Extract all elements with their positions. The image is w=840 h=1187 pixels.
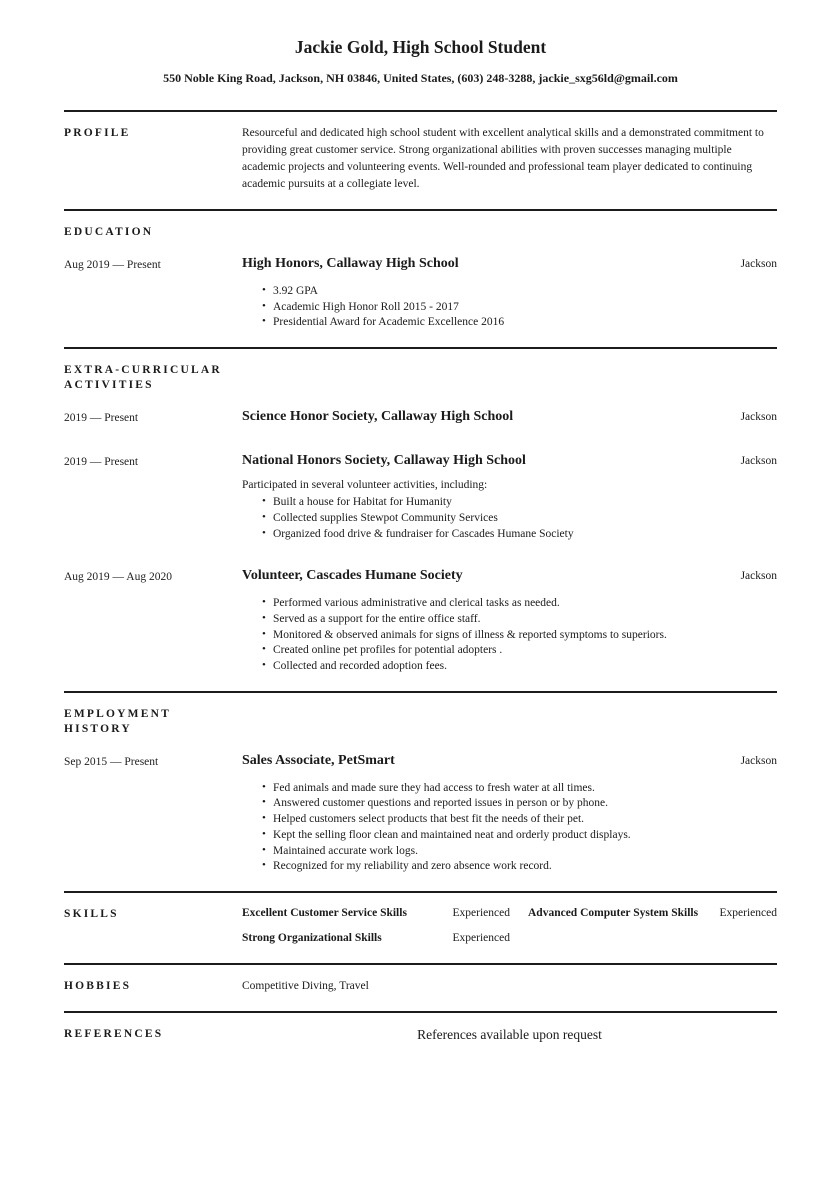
bullet-item: • Fed animals and made sure they had access to fresh water at all times. (262, 781, 777, 797)
bullet-item: • Presidential Award for Academic Excellence 2016 (262, 315, 777, 331)
skill-name: Advanced Computer System Skills (528, 906, 699, 919)
bullet-item: • Kept the selling floor clean and maintained neat and orderly product displays. (262, 828, 777, 844)
skill-item (242, 931, 510, 947)
skills-grid (242, 904, 777, 947)
entry-title: High Honors, Callaway High School (242, 256, 459, 271)
section-label-employment: EMPLOYMENT HISTORY (64, 707, 171, 735)
profile-text: Resourceful and dedicated high school student with excellent analytical skills and a demonstrated commitment to providing great customer service. Strong organizational abilities with proven successes managing multiple academic projects and volunteering events. Well-rounded and professional team player dedicated to continuing academic pursuits at a collegiate level. (242, 127, 764, 190)
bullet-item: • Served as a support for the entire office staff. (262, 612, 777, 628)
entry-location: Jackson (740, 455, 777, 468)
section-label-profile: PROFILE (64, 127, 131, 139)
bullet-list (242, 596, 777, 675)
bullet-item: • Academic High Honor Roll 2015 - 2017 (262, 300, 777, 316)
section-references (64, 1011, 777, 1060)
bullet-item: • Performed various administrative and clerical tasks as needed. (262, 596, 777, 612)
education-entry (64, 254, 777, 331)
section-hobbies (64, 963, 777, 1011)
extracurricular-entry (64, 451, 777, 542)
skill-level: Experienced (452, 931, 510, 944)
skill-level: Experienced (452, 906, 510, 919)
section-extracurricular (64, 347, 777, 691)
entry-title: National Honors Society, Callaway High School (242, 453, 526, 469)
entry-date: Aug 2019 — Present (64, 259, 161, 271)
bullet-list (242, 284, 777, 331)
bullet-item: • Collected and recorded adoption fees. (262, 659, 777, 675)
section-label-hobbies: HOBBIES (64, 979, 132, 992)
entry-location: Jackson (740, 570, 777, 583)
section-label-extracurricular: EXTRA-CURRICULAR ACTIVITIES (64, 364, 222, 392)
bullet-item: • Collected supplies Stewpot Community Services (262, 511, 777, 527)
employment-entry (64, 751, 777, 875)
section-label-skills: SKILLS (64, 907, 119, 920)
references-text: References available upon request (417, 1026, 602, 1042)
bullet-item: • Helped customers select products that best fit the needs of their pet. (262, 812, 777, 828)
entry-intro: Participated in several volunteer activities, including: (242, 479, 488, 492)
entry-date: 2019 — Present (64, 412, 139, 425)
bullet-item: • Answered customer questions and reported issues in person or by phone. (262, 796, 777, 812)
hobbies-text: Competitive Diving, Travel (242, 979, 369, 992)
section-label-references: REFERENCES (64, 1027, 164, 1040)
entry-location: Jackson (740, 411, 777, 424)
entry-title: Volunteer, Cascades Humane Society (242, 568, 463, 584)
section-employment (64, 691, 777, 891)
bullet-list (242, 781, 777, 875)
entry-location: Jackson (740, 754, 777, 767)
entry-date: Sep 2015 — Present (64, 755, 159, 768)
resume-header (64, 36, 777, 86)
contact-line: 550 Noble King Road, Jackson, NH 03846, United States, (603) 248-3288, jackie_sxg56ld@gmail.com (163, 71, 678, 85)
bullet-list (242, 495, 777, 542)
skill-name: Strong Organizational Skills (242, 931, 382, 944)
bullet-item: • Built a house for Habitat for Humanity (262, 495, 777, 511)
bullet-item: • Created online pet profiles for potential adopters . (262, 643, 777, 659)
bullet-item: • Maintained accurate work logs. (262, 844, 777, 860)
section-profile (64, 110, 777, 209)
entry-date: 2019 — Present (64, 456, 139, 469)
section-label-education: EDUCATION (64, 226, 154, 238)
entry-location: Jackson (740, 258, 777, 270)
extracurricular-entry (64, 566, 777, 675)
entry-title: Sales Associate, PetSmart (242, 752, 395, 768)
skill-item (528, 906, 777, 922)
bullet-item: • 3.92 GPA (262, 284, 777, 300)
extracurricular-entry (64, 407, 777, 427)
bullet-item: • Monitored & observed animals for signs of illness & reported symptoms to superiors. (262, 628, 777, 644)
entry-date: Aug 2019 — Aug 2020 (64, 571, 172, 584)
entry-title: Science Honor Society, Callaway High School (242, 409, 514, 425)
skill-item (242, 906, 510, 922)
bullet-item: • Recognized for my reliability and zero absence work record. (262, 859, 777, 875)
skill-level: Experienced (719, 906, 777, 919)
section-education (64, 209, 777, 347)
section-skills (64, 891, 777, 963)
resume-name: Jackie Gold, High School Student (294, 37, 547, 57)
bullet-item: • Organized food drive & fundraiser for Cascades Humane Society (262, 527, 777, 543)
skill-name: Excellent Customer Service Skills (242, 906, 407, 919)
